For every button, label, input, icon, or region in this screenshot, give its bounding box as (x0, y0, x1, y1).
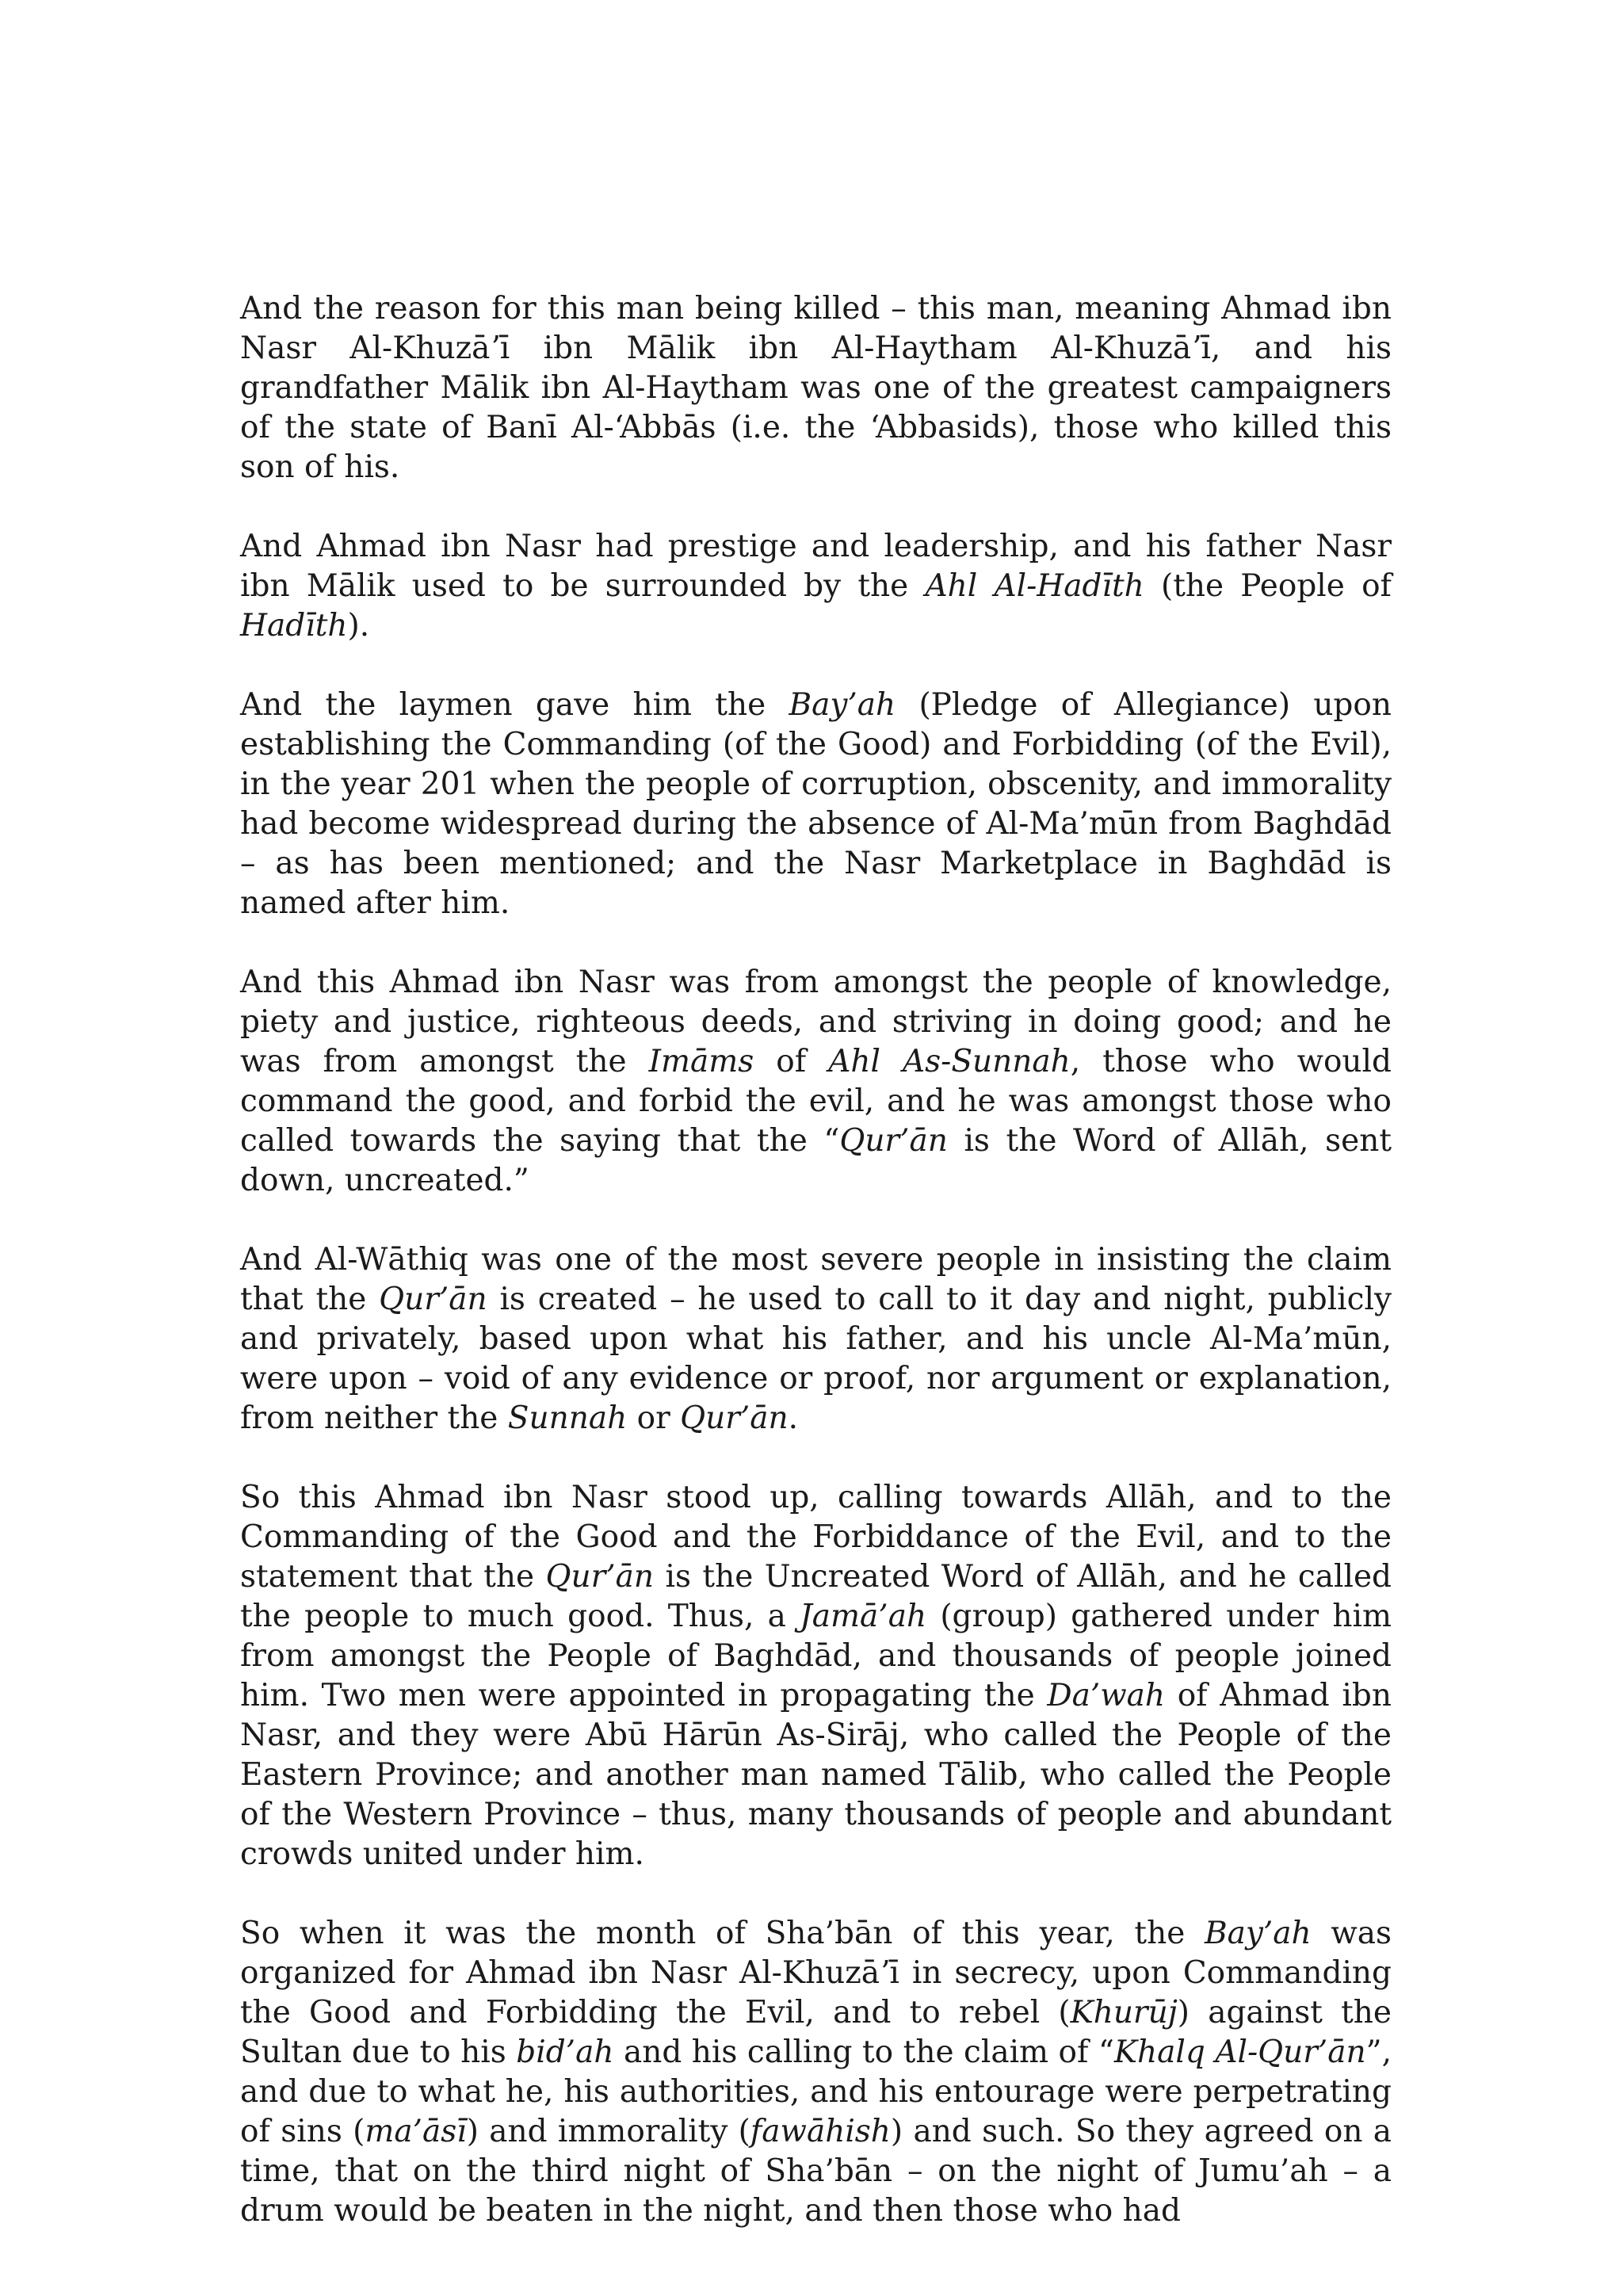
text-segment: ) and immorality ( (466, 2114, 750, 2149)
italic-term: Qur’ān (379, 1282, 487, 1317)
text-segment: of (754, 1044, 829, 1079)
text-segment: . (788, 1400, 799, 1436)
text-segment: ) and such. So they agreed on a time, that on the third night of Sha’bān – on the night of Jumu’ah – a drum would be beaten in the night, and then those who had (240, 2114, 1392, 2229)
italic-term: Bay’ah (1204, 1916, 1312, 1951)
paragraph (240, 963, 1392, 1201)
paragraph (240, 527, 1392, 646)
italic-term: Imāms (648, 1044, 754, 1079)
paragraph (240, 686, 1392, 923)
italic-term: fawāhish (750, 2114, 891, 2149)
text-segment: and his calling to the claim of “ (613, 2034, 1114, 2070)
document-page (240, 289, 1392, 2231)
text-segment: ). (347, 608, 370, 644)
italic-term: ma’āsī (365, 2114, 467, 2149)
text-segment: And this Ahmad ibn Nasr was from amongst the people of knowledge, piety and justice, righteous deeds, and striving in doing good; and he was from amongst the (240, 965, 1392, 1079)
text-segment: So this Ahmad ibn Nasr stood up, calling towards Allāh, and to the Commanding of the Good and the Forbiddance of the Evil, and to the statement that the (240, 1480, 1392, 1595)
text-segment: And the reason for this man being killed – this man, meaning Ahmad ibn Nasr Al-Khuzāʼī ibn Mālik ibn Al-Haytham Al-Khuzāʼī, and his grandfather Mālik ibn Al-Haytham was one of the greatest campaigners of the state of Banī Al-ʻAbbās (i.e. the ʻAbbasids), those who killed this son of his. (240, 291, 1392, 485)
italic-term: Khurūj (1070, 1995, 1178, 2030)
paragraph (240, 1240, 1392, 1438)
italic-term: Ahl As-Sunnah (828, 1044, 1071, 1079)
text-segment: (the People of (1144, 568, 1392, 604)
italic-term: Da’wah (1047, 1678, 1166, 1713)
text-segment: (Pledge of Allegiance) upon establishing the Commanding (of the Good) and Forbidding (of the Evil), in the year 201 when the people of corruption, obscenity, and immorality had become widespread during the absence of Al-Ma’mūn from Baghdād – as has been mentioned; and the Nasr Marketplace in Baghdād is named after him. (240, 687, 1392, 921)
text-segment: is created – he used to call to it day and night, publicly and privately, based upon what his father, and his uncle Al-Ma’mūn, were upon – void of any evidence or proof, nor argument or explanation, from neither the (240, 1282, 1392, 1436)
italic-term: Qur’ān (839, 1123, 948, 1159)
italic-term: Khalq Al-Qur’ān (1113, 2034, 1366, 2070)
text-segment: And Ahmad ibn Nasr had prestige and leadership, and his father Nasr ibn Mālik used to be surrounded by the (240, 529, 1392, 604)
text-segment: , those who would command the good, and forbid the evil, and he was amongst those who called towards the saying that the “ (240, 1044, 1392, 1159)
italic-term: Bay’ah (789, 687, 896, 723)
text-segment: ) against the Sultan due to his (240, 1995, 1392, 2070)
italic-term: Ahl Al-Hadīth (925, 568, 1144, 604)
text-segment: was organized for Ahmad ibn Nasr Al-Khuzāʼī in secrecy, upon Commanding the Good and Forbidding the Evil, and to rebel ( (240, 1916, 1392, 2030)
paragraph (240, 1914, 1392, 2231)
italic-term: Jamā’ah (800, 1599, 927, 1634)
text-segment: is the Word of Allāh, sent down, uncreated.” (240, 1123, 1392, 1198)
paragraph (240, 1478, 1392, 1874)
italic-term: Qur’ān (680, 1400, 789, 1436)
text-segment: And the laymen gave him the (240, 687, 789, 723)
italic-term: Qur’ān (545, 1559, 655, 1595)
text-segment: And Al-Wāthiq was one of the most severe people in insisting the claim that the (240, 1242, 1392, 1317)
text-segment: ”, and due to what he, his authorities, and his entourage were perpetrating of sins ( (240, 2034, 1392, 2149)
italic-term: Sunnah (507, 1400, 628, 1436)
text-segment: (group) gathered under him from amongst the People of Baghdād, and thousands of people joined him. Two men were appointed in propagating the (240, 1599, 1392, 1713)
italic-term: bid’ah (516, 2034, 614, 2070)
italic-term: Hadīth (240, 608, 348, 644)
text-segment: of Ahmad ibn Nasr, and they were Abū Hārūn As-Sirāj, who called the People of the Eastern Province; and another man named Tālib, who called the People of the Western Province – thus, many thousands of people and abundant crowds united under him. (240, 1678, 1392, 1872)
text-segment: So when it was the month of Sha’bān of this year, the (240, 1916, 1205, 1951)
text-segment: is the Uncreated Word of Allāh, and he called the people to much good. Thus, a (240, 1559, 1392, 1634)
text-segment: or (627, 1400, 681, 1436)
paragraph (240, 289, 1392, 487)
